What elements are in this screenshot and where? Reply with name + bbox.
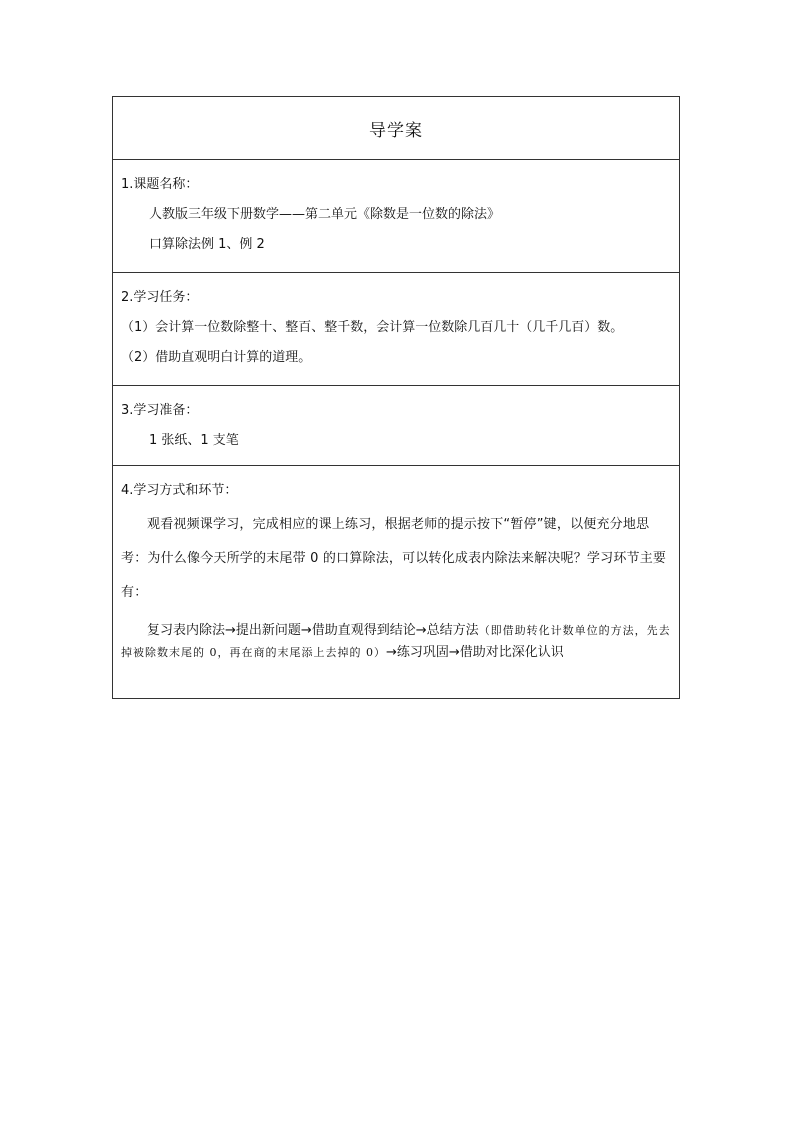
method-paragraph: 观看视频课学习，完成相应的课上练习，根据老师的提示按下“暂停”键，以便充分地思考：为什么像今天所学的末尾带 0 的口算除法，可以转化成表内除法来解决呢？学习环节主要有： <box>121 517 667 600</box>
section-preparation-heading: 3.学习准备： <box>121 403 199 418</box>
section-topic <box>113 160 679 273</box>
section-method-heading: 4.学习方式和环节： <box>121 483 238 498</box>
task-line-2: （2）借助直观明白计算的道理。 <box>121 350 312 365</box>
preparation-line-1: 1 张纸、1 支笔 <box>149 433 239 448</box>
study-guide-table <box>112 96 680 699</box>
task-line-1: （1）会计算一位数除整十、整百、整千数，会计算一位数除几百几十（几千几百）数。 <box>121 320 624 335</box>
method-steps-suffix: →练习巩固→借助对比深化认识 <box>386 645 564 660</box>
section-topic-heading: 1.课题名称： <box>121 177 199 192</box>
title-cell <box>113 97 679 160</box>
section-tasks <box>113 273 679 386</box>
section-method <box>113 466 679 698</box>
document-title: 导学案 <box>369 120 423 141</box>
method-steps-note: （即借助转化计数单位的方法，先去掉被除数末尾的 0，再在商的末尾添上去掉的 0） <box>121 624 671 659</box>
section-preparation <box>113 386 679 466</box>
section-tasks-heading: 2.学习任务： <box>121 290 199 305</box>
topic-line-2: 口算除法例 1、例 2 <box>149 237 265 252</box>
method-steps <box>121 620 671 664</box>
method-steps-prefix: 复习表内除法→提出新问题→借助直观得到结论→总结方法 <box>147 623 479 638</box>
topic-line-1: 人教版三年级下册数学——第二单元《除数是一位数的除法》 <box>149 207 501 222</box>
